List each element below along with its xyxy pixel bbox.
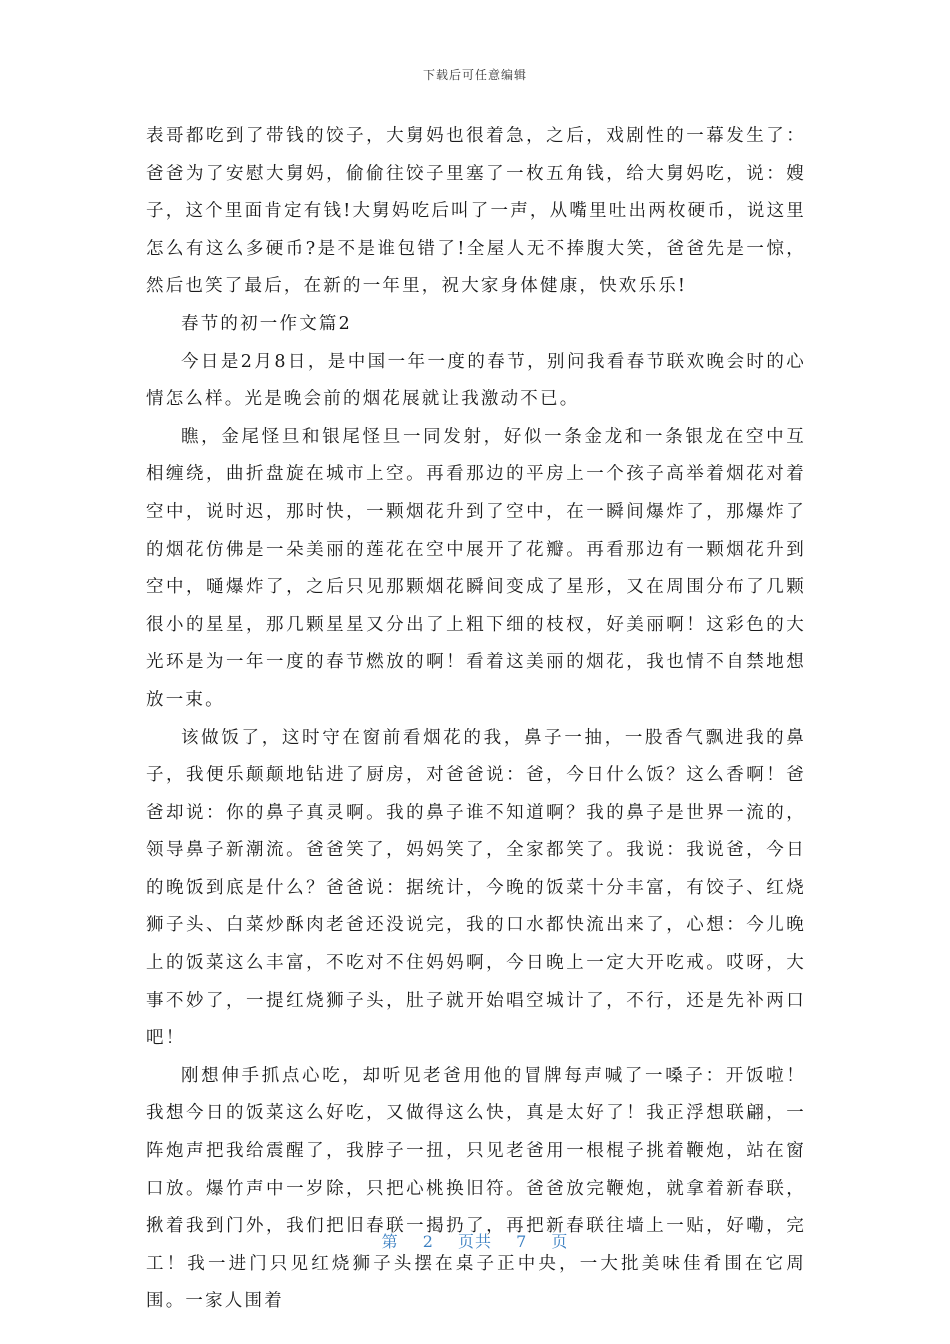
footer-page-number: 2: [422, 1232, 434, 1251]
footer-suffix: 页: [551, 1232, 569, 1251]
footer-prefix: 第: [381, 1232, 399, 1251]
document-body: [146, 118, 806, 1321]
page-footer: [0, 1229, 950, 1252]
paragraph: 该做饭了，这时守在窗前看烟花的我，鼻子一抽，一股香气飘进我的鼻子，我便乐颠颠地钻进了厨房，对爸爸说：爸，今日什么饭？这么香啊！爸爸却说：你的鼻子真灵啊。我的鼻子谁不知道啊？我的鼻子是世界一流的，领导鼻子新潮流。爸爸笑了，妈妈笑了，全家都笑了。我说：我说爸，今日的晚饭到底是什么？爸爸说：据统计，今晚的饭菜十分丰富，有饺子、红烧狮子头、白菜炒酥肉老爸还没说完，我的口水都快流出来了，心想：今儿晚上的饭菜这么丰富，不吃对不住妈妈啊，今日晚上一定大开吃戒。哎呀，大事不妙了，一提红烧狮子头，肚子就开始唱空城计了，不行，还是先补两口吧！: [146, 727, 806, 1049]
paragraph-continuation: 表哥都吃到了带钱的饺子，大舅妈也很着急，之后，戏剧性的一幕发生了：爸爸为了安慰大舅妈，偷偷往饺子里塞了一枚五角钱，给大舅妈吃，说：嫂子，这个里面肯定有钱!大舅妈吃后叫了一声，从嘴里吐出两枚硬币，说这里怎么有这么多硬币?是不是谁包错了!全屋人无不捧腹大笑，爸爸先是一惊，然后也笑了最后，在新的一年里，祝大家身体健康，快欢乐乐!: [146, 126, 806, 297]
paragraph: 今日是2月8日，是中国一年一度的春节，别问我看春节联欢晚会时的心情怎么样。光是晚会前的烟花展就让我激动不已。: [146, 351, 806, 410]
footer-middle: 页共: [457, 1232, 492, 1251]
paragraph: 瞧，金尾怪旦和银尾怪旦一同发射，好似一条金龙和一条银龙在空中互相缠绕，曲折盘旋在城市上空。再看那边的平房上一个孩子高举着烟花对着空中，说时迟，那时快，一颗烟花升到了空中，在一瞬间爆炸了，那爆炸了的烟花仿佛是一朵美丽的莲花在空中展开了花瓣。再看那边有一颗烟花升到空中，嗵爆炸了，之后只见那颗烟花瞬间变成了星形，又在周围分布了几颗很小的星星，那几颗星星又分出了上粗下细的枝杈，好美丽啊！这彩色的大光环是为一年一度的春节燃放的啊！看着这美丽的烟花，我也情不自禁地想放一束。: [146, 426, 806, 710]
paragraph: 刚想伸手抓点心吃，却听见老爸用他的冒牌每声喊了一嗓子：开饭啦！我想今日的饭菜这么好吃，又做得这么快，真是太好了！我正浮想联翩，一阵炮声把我给震醒了，我脖子一扭，只见老爸用一根棍子挑着鞭炮，站在窗口放。爆竹声中一岁除，只把心桃换旧符。爸爸放完鞭炮，就拿着新春联，揪着我到门外，我们把旧春联一揭扔了，再把新春联往墙上一贴，好嘞，完工！我一进门只见红烧狮子头摆在桌子正中央，一大批美味佳肴围在它周围。一家人围着: [146, 1065, 806, 1312]
page-header: 下载后可任意编辑: [422, 68, 527, 82]
section-title: 春节的初一作文篇2: [181, 313, 352, 334]
footer-total-pages: 7: [516, 1232, 528, 1251]
